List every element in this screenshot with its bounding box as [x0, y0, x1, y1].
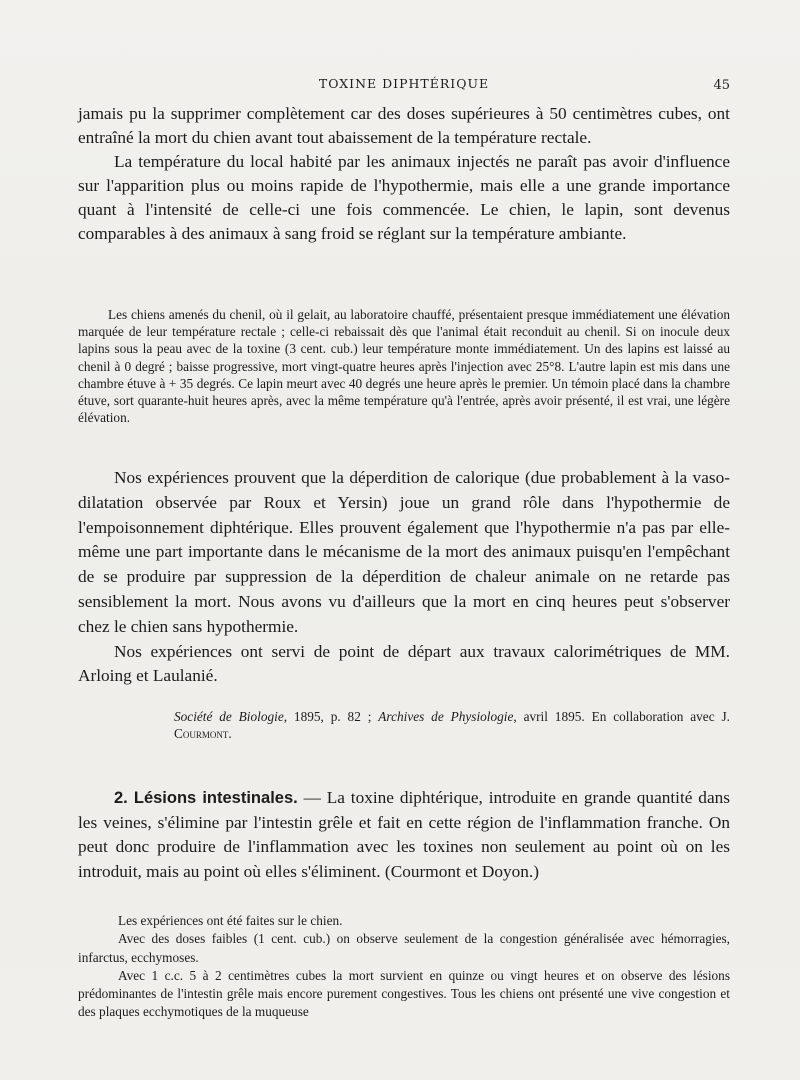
conclusion-paragraphs [78, 466, 730, 689]
running-title: TOXINE DIPHTÉRIQUE [318, 76, 490, 91]
section-lesions [78, 786, 730, 884]
reference-details-2: , avril 1895. En collaboration avec J. [513, 709, 730, 724]
note-doses-faibles: Avec des doses faibles (1 cent. cub.) on observe seulement de la congestion généralisée avec hémorragies, infarctus, ecchymoses. [78, 931, 730, 965]
small-note-block [78, 306, 730, 426]
paragraph-continuation: jamais pu la supprimer complètement car des doses supérieures à 50 centimètres cubes, ont entraîné la mort du chien avant tout abaissement de la température rectale. [78, 104, 730, 147]
bibliographic-reference [78, 708, 730, 742]
running-head [78, 76, 730, 96]
journal-societe: Société de Biologie [174, 709, 284, 724]
page-number: 45 [713, 78, 730, 93]
paragraph-temperature-local: La température du local habité par les animaux injectés ne paraît pas avoir d'influence sur l'apparition plus ou moins rapide de l'hypothermie, mais elle a une grande importance quant à l'intensité de celle-ci une fois commencée. Le chien, le lapin, sont devenus comparables à des animaux à sang froid se réglant sur la température ambiante. [78, 152, 730, 243]
reference-author: Courmont [174, 726, 229, 741]
reference-block [78, 708, 730, 742]
note-chien: Les expériences ont été faites sur le chien. [118, 913, 343, 928]
opening-paragraphs [78, 102, 730, 246]
note-doses-fortes: Avec 1 c.c. 5 à 2 centimètres cubes la mort survient en quinze ou vingt heures et on observe des lésions prédominantes de l'intestin grêle mais encore purement congestives. Tous les chiens ont présenté une vive congestion et des plaques ecchymotiques de la muqueuse [78, 967, 730, 1020]
paragraph-point-depart: Nos expériences ont servi de point de départ aux travaux calorimétriques de MM. Arloing et Laulanié. [78, 641, 730, 686]
section-heading: 2. Lésions intestinales. [114, 789, 298, 807]
small-notes-2 [78, 912, 730, 1022]
paragraph-experiences: Nos expériences prouvent que la déperdition de calorique (due probablement à la vaso-dilatation observée par Roux et Yersin) joue un grand rôle dans l'hypothermie de l'empoisonnement diphtérique. Elles prouvent également que l'hypothermie n'a pas par elle-même une part importante dans le mécanisme de la mort des animaux puisqu'en l'empêchant de se produire par suppression de la déperdition de chaleur animale on ne retarde pas sensiblement la mort. Nous avons vu d'ailleurs que la mort en cinq heures peut s'observer chez le chien sans hypothermie. [78, 468, 730, 636]
section-paragraph [78, 786, 730, 884]
journal-archives: Archives de Physiologie [378, 709, 514, 724]
note-chiens-chenil: Les chiens amenés du chenil, où il gelait, au laboratoire chauffé, présentaient presque immédiatement une élévation marquée de leur température rectale ; celle-ci rebaissait dès que l'animal était reconduit au chenil. Si on inocule deux lapins sous la peau avec de la toxine (3 cent. cub.) leur température monte immédiatement. Un des lapins est laissé au chenil à 0 degré ; baisse progressive, mort vingt-quatre heures après l'injection avec 25°8. L'autre lapin est mis dans une chambre étuve à + 35 degrés. Ce lapin meurt avec 40 degrés une heure après le premier. Un témoin placé dans la chambre étuve, sort quarante-huit heures après, avec la même température qu'à l'entrée, après avoir présenté, il est vrai, une légère élévation. [78, 307, 730, 426]
section-text: — La toxine diphtérique, introduite en grande quantité dans les veines, s'élimine par l'intestin grêle et fait en cette région de l'inflammation franche. On peut donc produire de l'inflammation avec les toxines non seulement au point où on les introduit, mais au point où elles s'éliminent. (Courmont et Doyon.) [78, 788, 730, 881]
reference-end: . [228, 726, 232, 741]
reference-details-1: , 1895, p. 82 ; [283, 709, 379, 724]
